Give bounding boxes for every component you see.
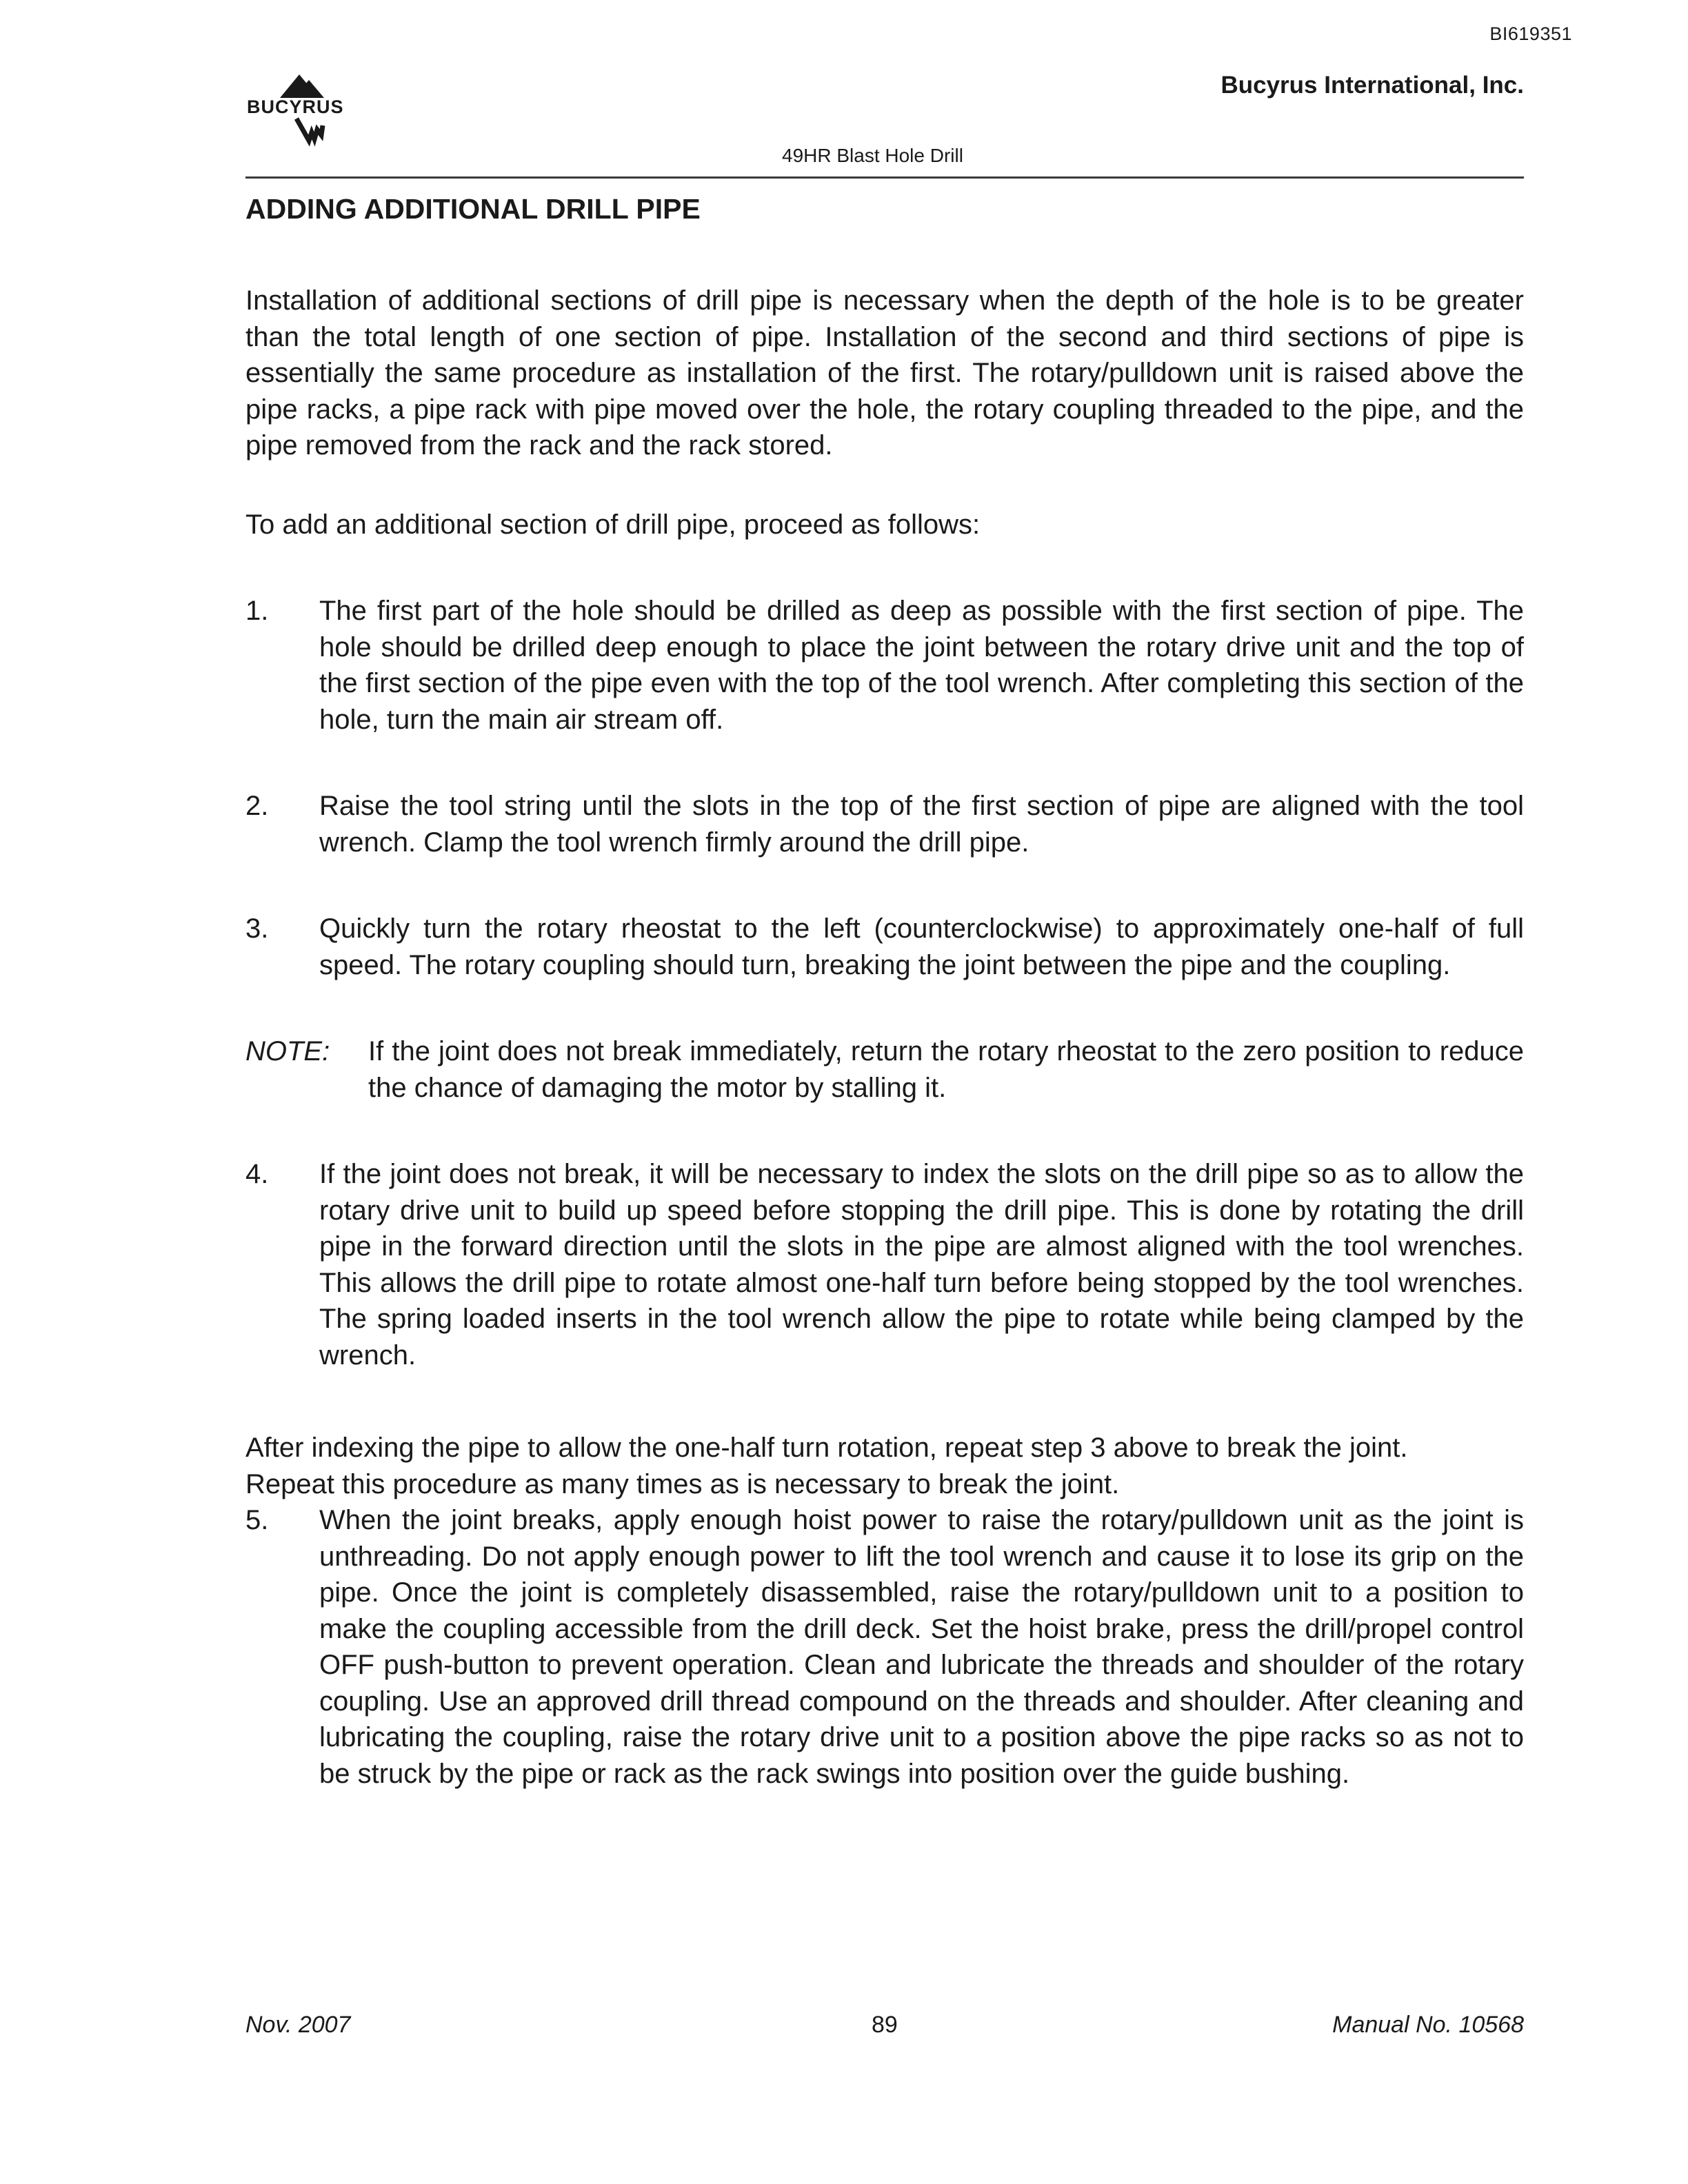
section-title: ADDING ADDITIONAL DRILL PIPE [245,193,701,225]
lead-paragraph: To add an additional section of drill pipe, proceed as follows: [245,509,981,540]
step-text: If the joint does not break, it will be necessary to index the slots on the drill pipe so as to allow the rotary drive unit to build up speed before stopping the drill pipe. This is done by rotating the drill pipe in the forward direction until the slots in the pipe are almost aligned with the tool wrenches. This allows the drill pipe to rotate almost one-half turn before being stopped by the tool wrenches. The spring loaded inserts in the tool wrench allow the pipe to rotate while being clamped by the wrench. [319,1159,1524,1371]
step-4 [245,1156,1524,1373]
step-number: 4. [245,1159,269,1189]
footer-date: Nov. 2007 [245,2012,351,2038]
step-1 [245,593,1524,738]
product-name: 49HR Blast Hole Drill [782,145,963,166]
logo-wordmark: BUCYRUS [247,97,344,117]
step-text: The first part of the hole should be drilled as deep as possible with the first section of pipe. The hole should be drilled deep enough to place the joint between the rotary drive unit and the top of the first section of the pipe even with the top of the tool wrench. After completing this section of the hole, turn the main air stream off. [319,596,1524,735]
company-name: Bucyrus International, Inc. [1220,72,1524,99]
document-body [245,283,1524,1792]
note [245,1033,1524,1106]
repeat-paragraph: Repeat this procedure as many times as is necessary to break the joint. [245,1468,1120,1499]
step-number: 2. [245,791,269,821]
manual-number: Manual No. 10568 [1332,2012,1524,2038]
step-number: 1. [245,596,269,626]
intro-paragraph: Installation of additional sections of drill pipe is necessary when the depth of the hole is to be greater than the total length of one section of pipe. Installation of the second and third sections of pipe is essentially the same procedure as installation of the first. The rotary/pulldown unit is raised above the pipe racks, a pipe rack with pipe moved over the hole, the rotary coupling threaded to the pipe, and the pipe removed from the rack and the rack stored. [245,285,1524,461]
after-indexing-paragraph: After indexing the pipe to allow the one-half turn rotation, repeat step 3 above to break the joint. [245,1433,1408,1463]
step-2 [245,788,1524,860]
note-text: If the joint does not break immediately, return the rotary rheostat to the zero position to reduce the chance of damaging the motor by stalling it. [368,1036,1524,1103]
step-5 [245,1502,1524,1792]
step-text: When the joint breaks, apply enough hoist power to raise the rotary/pulldown unit as the joint is unthreading. Do not apply enough power to lift the tool wrench and cause it to lose its grip on the pipe. Once the joint is completely disassembled, raise the rotary/pulldown unit to a position to make the coupling accessible from the drill deck. Set the hoist brake, press the drill/propel control OFF push-button to prevent operation. Clean and lubricate the threads and shoulder of the rotary coupling. Use an approved drill thread compound on the threads and shoulder. After cleaning and lubricating the coupling, raise the rotary drive unit to a position above the pipe racks so as not to be struck by the pipe or rack as the rack swings into position over the guide bushing. [319,1505,1524,1789]
document-id: BI619351 [1489,23,1572,44]
step-number: 5. [245,1505,269,1535]
note-label: NOTE: [245,1036,330,1066]
page-number: 89 [872,2012,898,2038]
step-3 [245,911,1524,983]
step-text: Quickly turn the rotary rheostat to the left (counterclockwise) to approximately one-half of full speed. The rotary coupling should turn, breaking the joint between the pipe and the coupling. [319,913,1524,980]
step-text: Raise the tool string until the slots in the top of the first section of pipe are aligned with the tool wrench. Clamp the tool wrench firmly around the drill pipe. [319,791,1524,858]
step-number: 3. [245,913,269,944]
header-rule [245,176,1524,179]
bucyrus-logo [245,66,370,149]
